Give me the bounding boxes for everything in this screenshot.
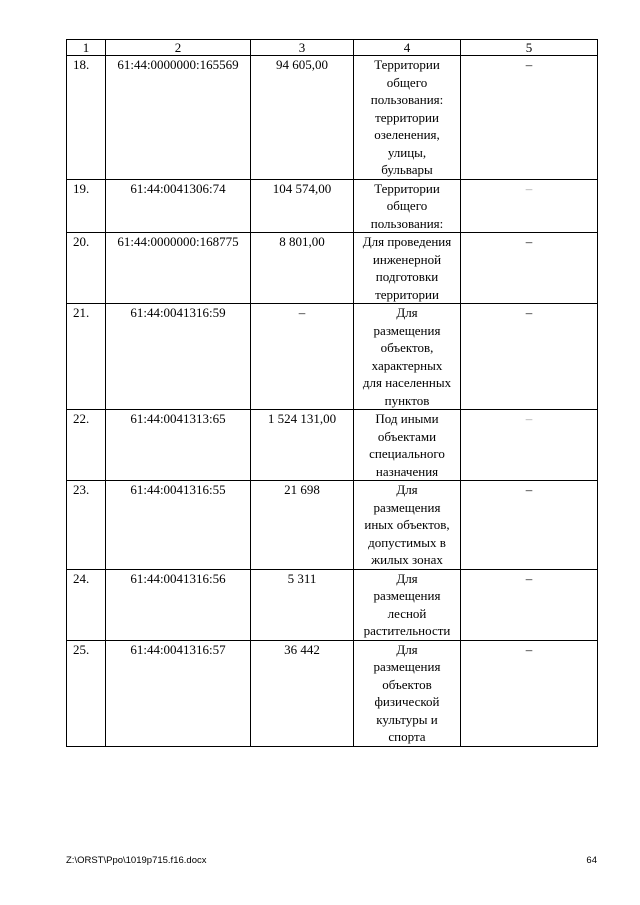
row-number: 21. (67, 304, 106, 410)
row-number: 19. (67, 179, 106, 233)
table-row (67, 56, 598, 180)
permitted-use-line: Для проведения (362, 234, 452, 249)
row-number: 23. (67, 481, 106, 570)
area-value: – (251, 304, 354, 410)
row-number: 22. (67, 410, 106, 481)
area-value: 104 574,00 (251, 179, 354, 233)
permitted-use-line: культуры и (376, 711, 438, 727)
permitted-use-line: объектов (382, 676, 432, 692)
permitted-use-line: размещения (373, 499, 441, 515)
table-row (67, 410, 598, 481)
table-row (67, 233, 598, 304)
row-number: 25. (67, 640, 106, 746)
footer-page-number: 64 (586, 855, 597, 866)
permitted-use (354, 569, 461, 640)
permitted-use-line: для населенных (362, 375, 452, 390)
permitted-use-line: иных объектов, (364, 517, 450, 532)
table-row (67, 179, 598, 233)
footer-file-path: Z:\ORST\Ppo\1019p715.f16.docx (66, 855, 207, 866)
permitted-use-line: пользования: (370, 92, 444, 107)
header-col-4: 4 (354, 40, 461, 56)
permitted-use-line: Под иными (375, 411, 439, 426)
permitted-use-line: бульвары (381, 162, 433, 177)
permitted-use-line: размещения (373, 588, 441, 603)
note-value: – (461, 233, 598, 304)
note-value: – (461, 481, 598, 570)
permitted-use-line: растительности (363, 623, 451, 638)
permitted-use (354, 410, 461, 481)
permitted-use (354, 56, 461, 180)
row-number: 24. (67, 569, 106, 640)
header-col-1: 1 (67, 40, 106, 56)
cadastral-number: 61:44:0041316:56 (106, 569, 251, 640)
permitted-use-line: пунктов (384, 392, 430, 408)
permitted-use-line: жилых зонах (371, 552, 443, 567)
permitted-use (354, 304, 461, 410)
header-col-5: 5 (461, 40, 598, 56)
permitted-use-line: характерных (371, 357, 443, 373)
row-number: 18. (67, 56, 106, 180)
area-value: 94 605,00 (251, 56, 354, 180)
note-value: – (461, 640, 598, 746)
permitted-use-line: Для (396, 482, 418, 497)
permitted-use-line: пользования: (370, 215, 444, 231)
permitted-use-line: объектами (377, 428, 437, 444)
cadastral-number: 61:44:0041316:55 (106, 481, 251, 570)
permitted-use-line: Территории (374, 180, 440, 196)
permitted-use-line: Для (396, 641, 418, 657)
cadastral-number: 61:44:0041316:57 (106, 640, 251, 746)
permitted-use-line: размещения (373, 322, 441, 338)
note-value: – (461, 56, 598, 180)
cadastral-number: 61:44:0000000:168775 (106, 233, 251, 304)
land-plots-table (66, 39, 598, 747)
table-row (67, 481, 598, 570)
permitted-use (354, 233, 461, 304)
cadastral-number: 61:44:0000000:165569 (106, 56, 251, 180)
area-value: 8 801,00 (251, 233, 354, 304)
permitted-use (354, 179, 461, 233)
permitted-use-line: физической (374, 694, 440, 709)
permitted-use-line: Для (396, 305, 418, 320)
permitted-use-line: территории (375, 109, 439, 125)
cadastral-number: 61:44:0041313:65 (106, 410, 251, 481)
permitted-use-line: назначения (375, 463, 439, 479)
area-value: 36 442 (251, 640, 354, 746)
area-value: 1 524 131,00 (251, 410, 354, 481)
permitted-use-line: улицы, (387, 144, 427, 160)
permitted-use-line: специального (369, 446, 445, 461)
table-row (67, 640, 598, 746)
note-value: – (461, 179, 598, 233)
permitted-use-line: территории (375, 286, 439, 302)
table-row (67, 569, 598, 640)
permitted-use-line: общего (386, 74, 428, 90)
permitted-use-line: инженерной (372, 251, 442, 267)
permitted-use-line: лесной (387, 605, 427, 621)
area-value: 5 311 (251, 569, 354, 640)
permitted-use (354, 481, 461, 570)
cadastral-number: 61:44:0041306:74 (106, 179, 251, 233)
permitted-use-line: озеленения, (374, 127, 440, 142)
permitted-use-line: допустимых в (368, 534, 446, 550)
row-number: 20. (67, 233, 106, 304)
permitted-use-line: размещения (373, 659, 441, 674)
header-col-3: 3 (251, 40, 354, 56)
header-col-2: 2 (106, 40, 251, 56)
permitted-use-line: общего (386, 198, 428, 213)
permitted-use-line: спорта (388, 729, 426, 744)
area-value: 21 698 (251, 481, 354, 570)
permitted-use-line: объектов, (380, 340, 434, 355)
note-value: – (461, 410, 598, 481)
permitted-use-line: Для (396, 570, 418, 586)
permitted-use-line: Территории (374, 57, 440, 72)
cadastral-number: 61:44:0041316:59 (106, 304, 251, 410)
table-row (67, 304, 598, 410)
permitted-use (354, 640, 461, 746)
note-value: – (461, 569, 598, 640)
table-header-row (67, 40, 598, 56)
note-value: – (461, 304, 598, 410)
permitted-use-line: подготовки (375, 269, 439, 284)
